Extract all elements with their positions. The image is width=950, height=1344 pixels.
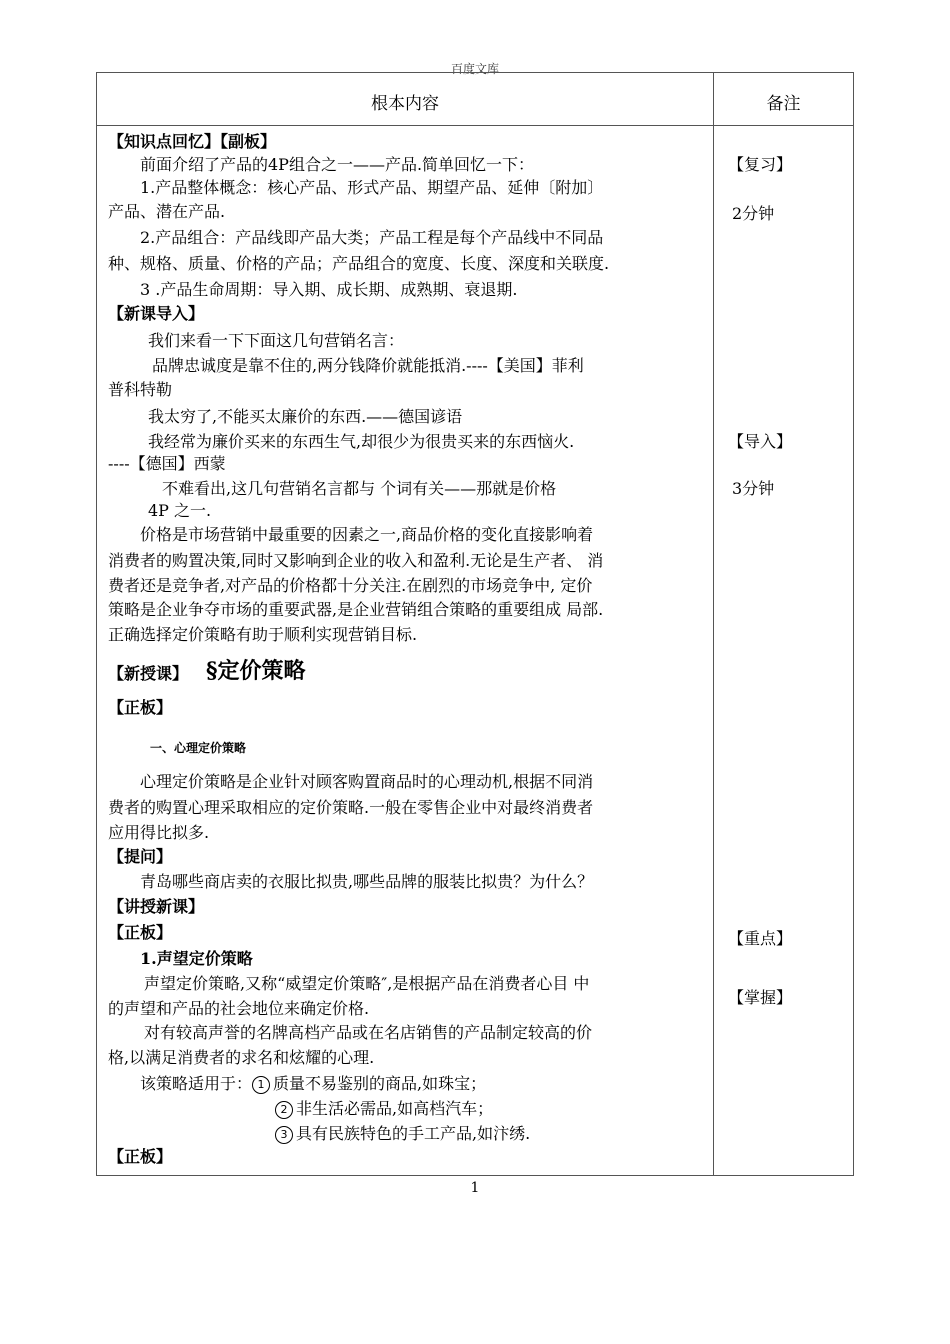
note-master: 【掌握】 <box>728 988 793 1007</box>
subsection-heading: 1.声望定价策略 <box>140 949 253 968</box>
list-item-text: 具有民族特色的手工产品,如汴绣. <box>296 1124 531 1143</box>
page-number: 1 <box>470 1180 480 1196</box>
body-line: 消费者的购置决策,同时又影响到企业的收入和盈利.无论是生产者、 消 <box>108 551 604 570</box>
board-label: 【正板】 <box>108 923 173 942</box>
body-line: 前面介绍了产品的4P组合之一——产品.简单回忆一下： <box>140 155 535 174</box>
body-line: 正确选择定价策略有助于顺利实现营销目标. <box>108 625 418 644</box>
body-line: 产品、潜在产品. <box>108 202 226 221</box>
body-line: 心理定价策略是企业针对顾客购置商品时的心理动机,根据不同消 <box>140 772 594 791</box>
note-key-point: 【重点】 <box>728 929 793 948</box>
new-lesson-label: 【新授课】 <box>108 664 189 683</box>
column-divider <box>713 73 714 1175</box>
body-line: 2.产品组合：产品线即产品大类；产品工程是每个产品线中不同品 <box>140 228 604 247</box>
body-line: 的声望和产品的社会地位来确定价格. <box>108 999 370 1018</box>
body-line: 格,以满足消费者的求名和炫耀的心理. <box>108 1048 375 1067</box>
body-line: 不难看出,这几句营销名言都与 个词有关——那就是价格 <box>162 479 557 498</box>
body-line: 3 .产品生命周期：导入期、成长期、成熟期、衰退期. <box>140 280 518 299</box>
note-time: 3分钟 <box>732 479 775 498</box>
quote-line: 普科特勒 <box>108 380 173 399</box>
body-line: 对有较高声誉的名牌高档产品或在名店销售的产品制定较高的价 <box>144 1023 593 1042</box>
body-line: 声望定价策略,又称“威望定价策略″,是根据产品在消费者心目 中 <box>144 974 590 993</box>
circled-number-icon: 2 <box>275 1101 293 1119</box>
board-label: 【正板】 <box>108 698 173 717</box>
body-line: 价格是市场营销中最重要的因素之一,商品价格的变化直接影响着 <box>140 525 594 544</box>
section-heading: 【知识点回忆】【副板】 <box>108 132 277 151</box>
section-heading: 【新课导入】 <box>108 304 205 323</box>
board-label: 【正板】 <box>108 1147 173 1166</box>
subsection-heading: 一、心理定价策略 <box>150 741 247 755</box>
section-heading: 【提问】 <box>108 847 173 866</box>
list-item <box>275 1097 493 1121</box>
note-time: 2分钟 <box>732 204 775 223</box>
section-heading: 【讲授新课】 <box>108 897 205 916</box>
list-item <box>275 1122 530 1146</box>
quote-line: 我太穷了,不能买太廉价的东西.——德国谚语 <box>148 407 463 426</box>
page-header: 百度文库 <box>450 62 499 76</box>
body-line: 策略是企业争夺市场的重要武器,是企业营销组合策略的重要组成 局部. <box>108 600 604 619</box>
note-column-header: 备注 <box>766 94 801 114</box>
list-intro <box>140 1072 486 1096</box>
list-item-text: 质量不易鉴别的商品,如珠宝； <box>273 1074 487 1093</box>
body-line: 费者还是竞争者,对产品的价格都十分关注.在剧烈的市场竞争中, 定价 <box>108 576 593 595</box>
quote-line: 品牌忠诚度是靠不住的,两分钱降价就能抵消.----【美国】菲利 <box>152 356 584 375</box>
quote-line: ----【德国】西蒙 <box>108 454 226 473</box>
main-column-header: 根本内容 <box>371 94 439 114</box>
note-review: 【复习】 <box>728 155 793 174</box>
lesson-title: §定价策略 <box>206 658 306 684</box>
body-line: 种、规格、质量、价格的产品；产品组合的宽度、长度、深度和关联度. <box>108 254 610 273</box>
header-divider <box>97 125 853 126</box>
body-line: 费者的购置心理采取相应的定价策略.一般在零售企业中对最终消费者 <box>108 798 594 817</box>
circled-number-icon: 1 <box>252 1076 270 1094</box>
body-line: 青岛哪些商店卖的衣服比拟贵,哪些品牌的服装比拟贵？为什么？ <box>140 872 594 891</box>
circled-number-icon: 3 <box>275 1126 293 1144</box>
list-item-text: 非生活必需品,如高档汽车； <box>296 1099 494 1118</box>
note-intro: 【导入】 <box>728 432 793 451</box>
body-line: 应用得比拟多. <box>108 823 210 842</box>
quote-line: 我经常为廉价买来的东西生气,却很少为很贵买来的东西恼火. <box>148 432 575 451</box>
body-line: 4P 之一. <box>148 501 212 520</box>
body-line: 1.产品整体概念：核心产品、形式产品、期望产品、延伸〔附加〕 <box>140 178 604 197</box>
list-intro-text: 该策略适用于： <box>140 1074 253 1093</box>
body-line: 我们来看一下下面这几句营销名言： <box>148 331 405 350</box>
